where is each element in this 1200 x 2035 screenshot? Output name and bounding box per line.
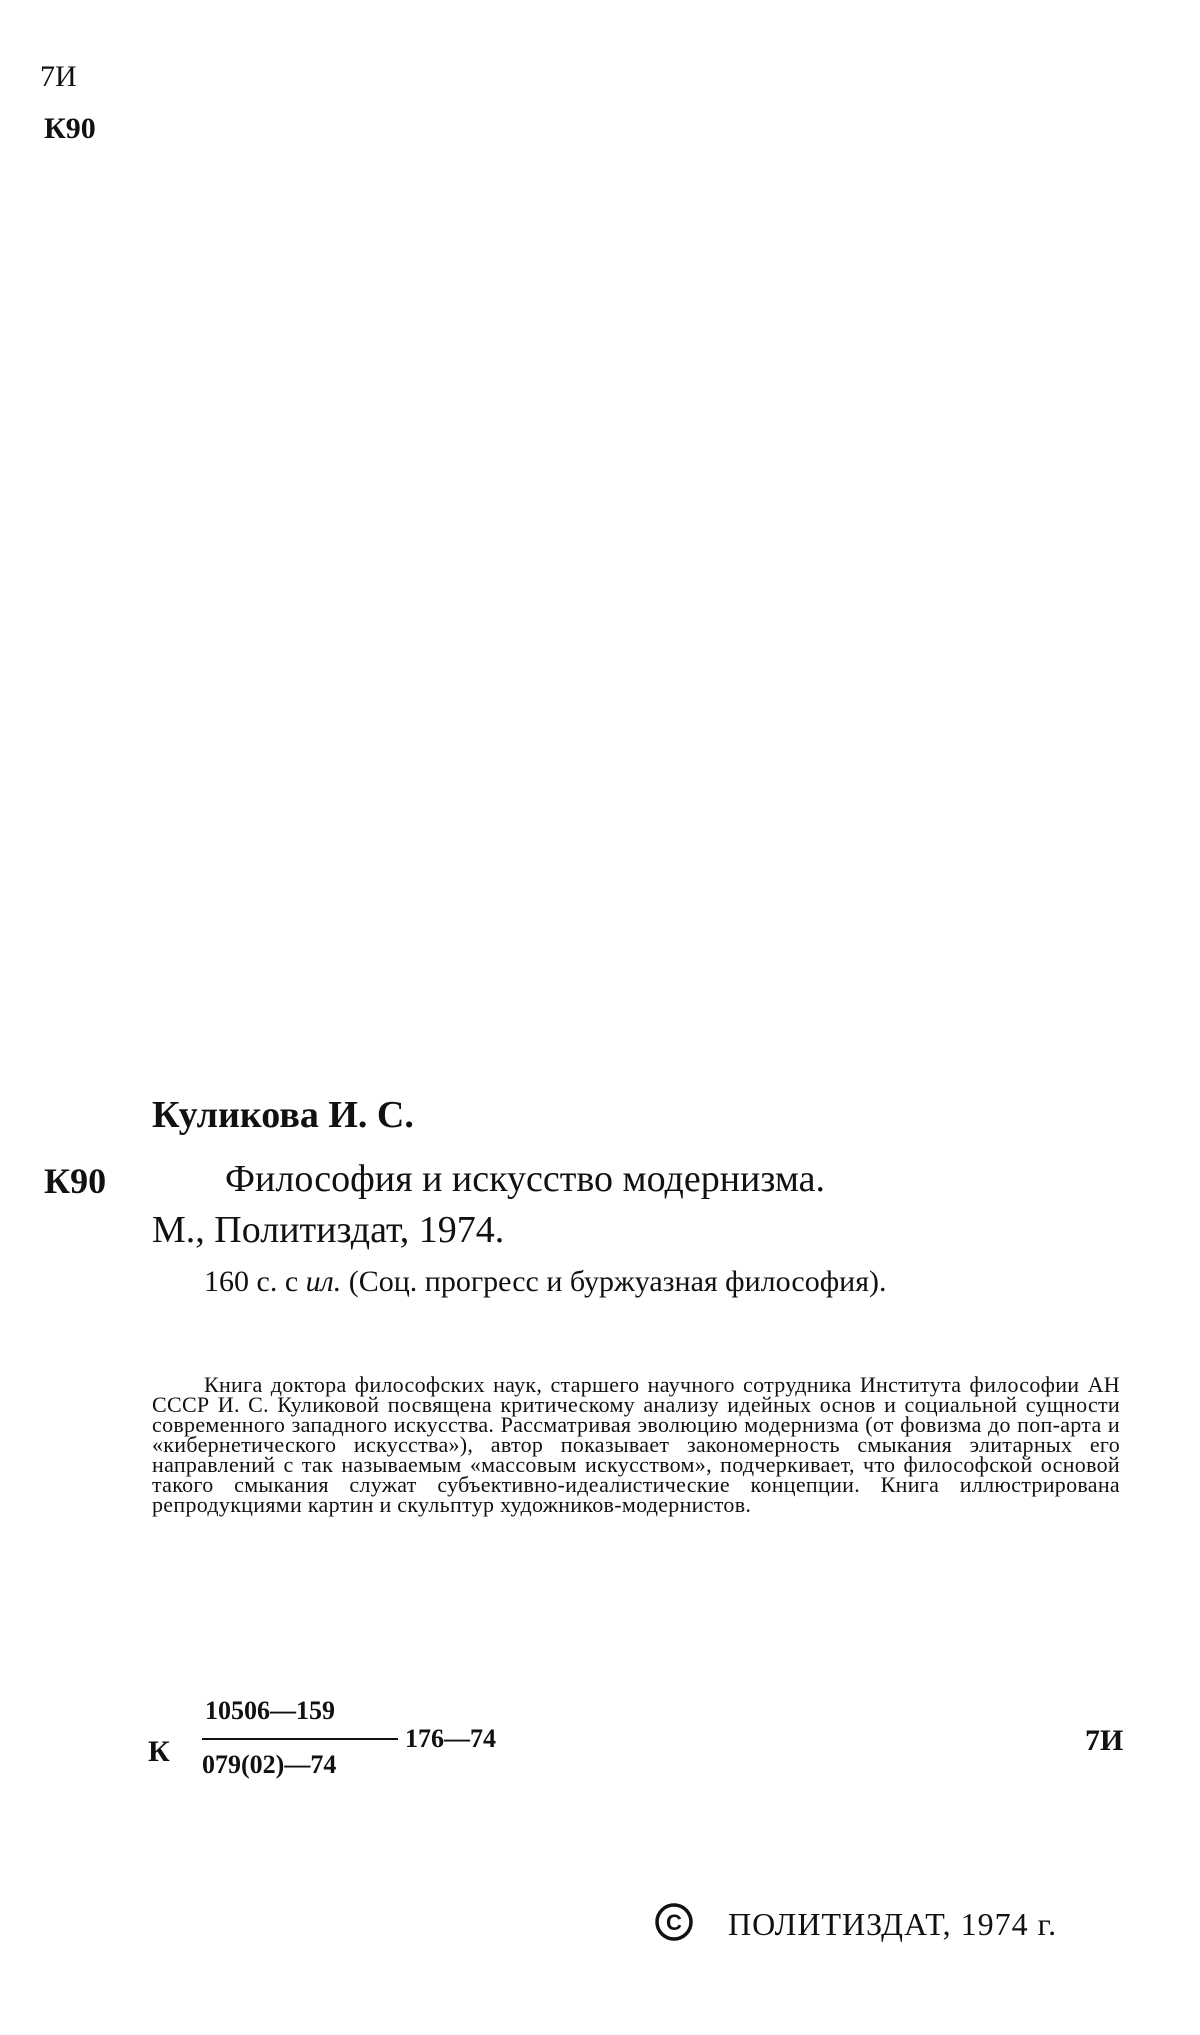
pages-and-series [152, 1262, 1120, 1302]
series-note: (Соц. прогресс и буржуазная философия). [341, 1265, 887, 1298]
fraction-bar [202, 1738, 398, 1740]
author-name: Куликова И. С. [152, 1094, 414, 1136]
publication-imprint: М., Политиздат, 1974. [152, 1209, 505, 1251]
copyright-icon [654, 1902, 694, 1942]
pages-italic: ил. [305, 1265, 342, 1298]
pages-prefix: 160 с. с [204, 1265, 306, 1298]
book-abstract: Книга доктора философских наук, старшего научного сотрудника Института философии АН СССР И. С. Куликовой посвящена критическому анализу идейных основ и социальной сущности современного западного искусства. Рассматривая эволюцию модернизма (от фовизма до поп-арта и «кибернетического искусства»), автор показывает закономерность смыкания элитарных его направлений с так называемым «массовым искусством», подчеркивает, что философской основой такого смыкания служат субъективно-идеалистические концепции. Книга иллюстрирована репродукциями картин и скульптур художников-модернистов. [152, 1372, 1120, 1517]
index-denominator: 079(02)—74 [202, 1750, 337, 1779]
bbk-code-top: К90 [44, 112, 96, 145]
copyright-icon-letter: C [666, 1910, 682, 1935]
book-title: Философия и искусство модернизма. [225, 1158, 826, 1200]
bbk-code-card: К90 [44, 1161, 107, 1201]
udc-code-top: 7И [40, 60, 77, 93]
index-letter: К [148, 1735, 170, 1768]
udc-code-right: 7И [1085, 1724, 1124, 1757]
index-suffix: 176—74 [405, 1724, 496, 1753]
copyright-notice: ПОЛИТИЗДАТ, 1974 г. [728, 1906, 1058, 1942]
index-numerator: 10506—159 [205, 1696, 335, 1725]
